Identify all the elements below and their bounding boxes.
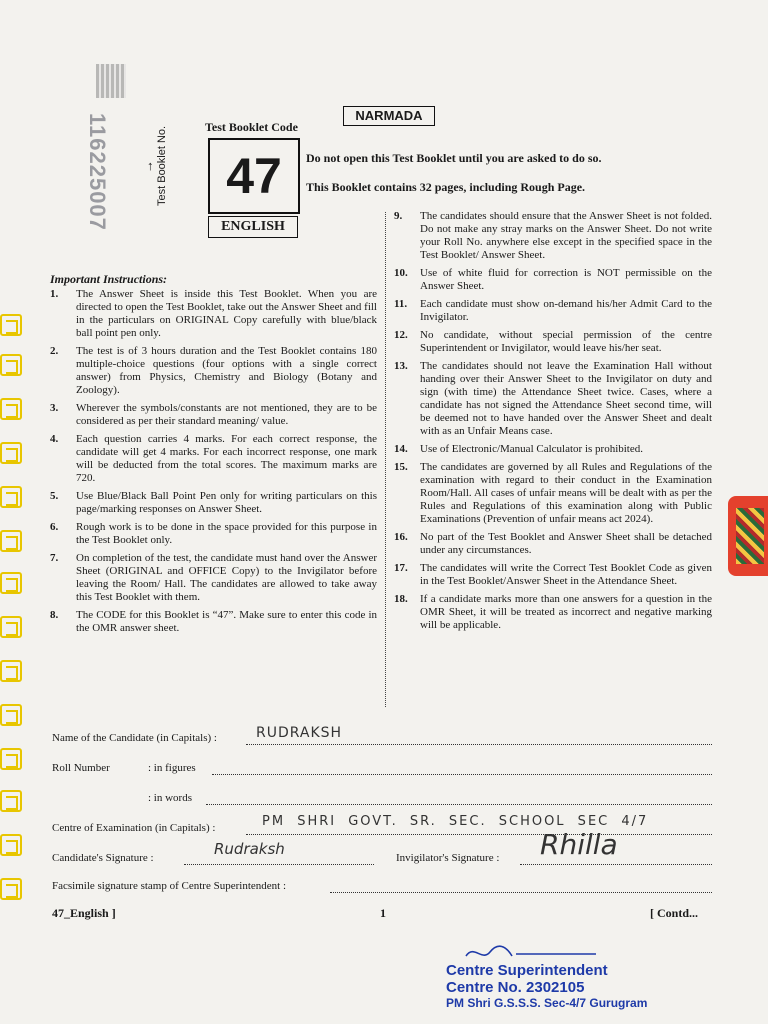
stamp-line-1: Centre Superintendent (446, 962, 608, 979)
binder-clip-icon (0, 834, 22, 856)
binder-clip-icon (0, 486, 22, 508)
instruction-number: 4. (50, 433, 59, 445)
invigilator-signature-label: Invigilator's Signature : (396, 852, 500, 864)
roll-words-field[interactable] (206, 804, 712, 805)
instructions-right-list (394, 210, 712, 637)
serial-number: 116225007 (85, 113, 110, 231)
instruction-item (50, 521, 377, 547)
side-tab-sticker (728, 496, 768, 576)
instruction-number: 8. (50, 609, 59, 621)
footer-code: 47_English ] (52, 906, 116, 920)
binder-clip-icon (0, 442, 22, 464)
instruction-item (50, 552, 377, 604)
instruction-text: The test is of 3 hours duration and the Test Booklet contains 180 multiple-choice questions (four options with a single correct answer) from Physics, Chemistry and Biology (Botany and Zoology). (76, 345, 377, 396)
series-name: NARMADA (343, 106, 435, 126)
instruction-text: The candidates should ensure that the Answer Sheet is not folded. Do not make any stray marks on the Answer Sheet. Do not write your Roll No. anywhere else except in the specified space in the Test Booklet/ Answer Sheet. (420, 210, 712, 261)
instruction-number: 1. (50, 288, 59, 300)
code-label: Test Booklet Code (205, 120, 298, 134)
stamp-signature (446, 942, 636, 962)
instruction-item (394, 360, 712, 438)
instruction-item (394, 531, 712, 557)
code-value: 47 (208, 138, 300, 214)
in-words-label: : in words (148, 792, 192, 804)
instruction-text: The candidates should not leave the Examination Hall without handing over their Answer Sheet to the Invigilator on duty and sign (with time) the Attendance Sheet twice. Cases, where a candidate has not signed the Attendance Sheet second time, will be deemed not to have handed over the Answer Sheet and dealt with as an Unfair Means case. (420, 360, 712, 437)
instructions-left-list (50, 288, 377, 640)
name-field[interactable] (246, 744, 712, 745)
notice-open: Do not open this Test Booklet until you are asked to do so. (306, 151, 602, 165)
instruction-number: 10. (394, 267, 408, 279)
instruction-item (394, 593, 712, 632)
language-badge: ENGLISH (208, 216, 298, 238)
binder-clip-icon (0, 748, 22, 770)
candidate-signature-field[interactable] (184, 864, 374, 865)
instruction-text: If a candidate marks more than one answers for a question in the OMR Sheet, it will be treated as incorrect and negative marking will be applicable. (420, 593, 712, 631)
binder-clip-icon (0, 354, 22, 376)
stamp-line-2: Centre No. 2302105 (446, 979, 585, 996)
instruction-item (50, 345, 377, 397)
invigilator-signature-field[interactable] (520, 864, 712, 865)
instruction-item (50, 609, 377, 635)
instruction-text: The candidates will write the Correct Test Booklet Code as given in the Test Booklet/Answer Sheet in the Attendance Sheet. (420, 562, 712, 587)
instruction-text: Each candidate must show on-demand his/her Admit Card to the Invigilator. (420, 298, 712, 323)
instruction-text: Use of white fluid for correction is NOT permissible on the Answer Sheet. (420, 267, 712, 292)
instruction-item (50, 402, 377, 428)
qr-code-icon (96, 64, 126, 98)
instruction-number: 13. (394, 360, 408, 372)
instruction-number: 14. (394, 443, 408, 455)
booklet-no-label: Test Booklet No. (156, 125, 168, 206)
binder-clip-icon (0, 398, 22, 420)
binder-clip-icon (0, 660, 22, 682)
instruction-number: 12. (394, 329, 408, 341)
instruction-text: No part of the Test Booklet and Answer Sheet shall be detached under any circumstances. (420, 531, 712, 556)
instruction-number: 7. (50, 552, 59, 564)
instruction-text: Rough work is to be done in the space provided for this purpose in the Test Booklet only. (76, 521, 377, 546)
instruction-text: The Answer Sheet is inside this Test Booklet. When you are directed to open the Test Booklet, take out the Answer Sheet and fill in the particulars on ORIGINAL Copy carefully with blue/black ball point pen only. (76, 288, 377, 339)
facsimile-field[interactable] (330, 892, 712, 893)
binder-clip-icon (0, 790, 22, 812)
instruction-item (394, 562, 712, 588)
instruction-text: Wherever the symbols/constants are not mentioned, they are to be considered as per their standard meaning/ value. (76, 402, 377, 427)
instruction-item (394, 267, 712, 293)
instruction-number: 18. (394, 593, 408, 605)
roll-figures-field[interactable] (212, 774, 712, 775)
centre-handwritten: PM SHRI GOVT. SR. SEC. SCHOOL SEC 4/7 (262, 814, 649, 829)
instruction-item (50, 288, 377, 340)
name-label: Name of the Candidate (in Capitals) : (52, 732, 217, 744)
instruction-number: 17. (394, 562, 408, 574)
instruction-text: No candidate, without special permission of the centre Superintendent or Invigilator, would leave his/her seat. (420, 329, 712, 354)
binder-clip-icon (0, 704, 22, 726)
binder-clip-icon (0, 530, 22, 552)
instruction-number: 2. (50, 345, 59, 357)
arrow-up-icon: ↑ (147, 158, 154, 173)
invigilator-signature: Rhilla (540, 828, 618, 861)
binder-clip-icon (0, 878, 22, 900)
instruction-number: 6. (50, 521, 59, 533)
stamp-line-3: PM Shri G.S.S.S. Sec-4/7 Gurugram (446, 996, 648, 1010)
instruction-item (50, 490, 377, 516)
superintendent-stamp (446, 942, 648, 1010)
notice-pages: This Booklet contains 32 pages, including Rough Page. (306, 180, 586, 194)
instruction-text: Use Blue/Black Ball Point Pen only for writing particulars on this page/marking responses on Answer Sheet. (76, 490, 377, 515)
binder-clip-icon (0, 572, 22, 594)
in-figures-label: : in figures (148, 762, 196, 774)
centre-label: Centre of Examination (in Capitals) : (52, 822, 216, 834)
instruction-item (394, 329, 712, 355)
instruction-text: The candidates are governed by all Rules and Regulations of the examination with regard to their conduct in the Examination Room/Hall. All cases of unfair means will be dealt with as per the Rules and Regulations of this examination along with Public Examinations (Prevention of unfair means act 2024). (420, 461, 712, 525)
instruction-number: 16. (394, 531, 408, 543)
instruction-item (50, 433, 377, 485)
page-number: 1 (380, 906, 386, 920)
instruction-number: 11. (394, 298, 408, 310)
footer-contd: [ Contd... (650, 906, 699, 920)
instruction-number: 5. (50, 490, 59, 502)
instruction-number: 3. (50, 402, 59, 414)
instruction-number: 15. (394, 461, 408, 473)
instruction-item (394, 210, 712, 262)
name-handwritten: RUDRAKSH (256, 725, 343, 741)
instruction-text: The CODE for this Booklet is “47”. Make sure to enter this code in the OMR answer sheet. (76, 609, 377, 634)
instruction-item (394, 298, 712, 324)
centre-field[interactable] (246, 834, 712, 835)
binder-clip-icon (0, 314, 22, 336)
binder-clip-icon (0, 616, 22, 638)
candidate-signature-label: Candidate's Signature : (52, 852, 154, 864)
instruction-text: Each question carries 4 marks. For each correct response, the candidate will get 4 marks. For each incorrect response, one mark will be deducted from the total scores. The maximum marks are 720. (76, 433, 377, 484)
instruction-text: Use of Electronic/Manual Calculator is prohibited. (420, 443, 643, 455)
column-divider (385, 212, 386, 707)
candidate-signature: Rudraksh (214, 840, 285, 858)
instruction-item (394, 461, 712, 526)
instruction-number: 9. (394, 210, 403, 222)
instruction-item (394, 443, 712, 456)
instruction-text: On completion of the test, the candidate must hand over the Answer Sheet (ORIGINAL and OFFICE Copy) to the Invigilator before leaving the Room/ Hall. The candidates are allowed to take away this Test Booklet with them. (76, 552, 377, 603)
facsimile-label: Facsimile signature stamp of Centre Superintendent : (52, 880, 287, 892)
roll-label: Roll Number (52, 762, 110, 774)
instructions-heading: Important Instructions: (50, 272, 168, 286)
